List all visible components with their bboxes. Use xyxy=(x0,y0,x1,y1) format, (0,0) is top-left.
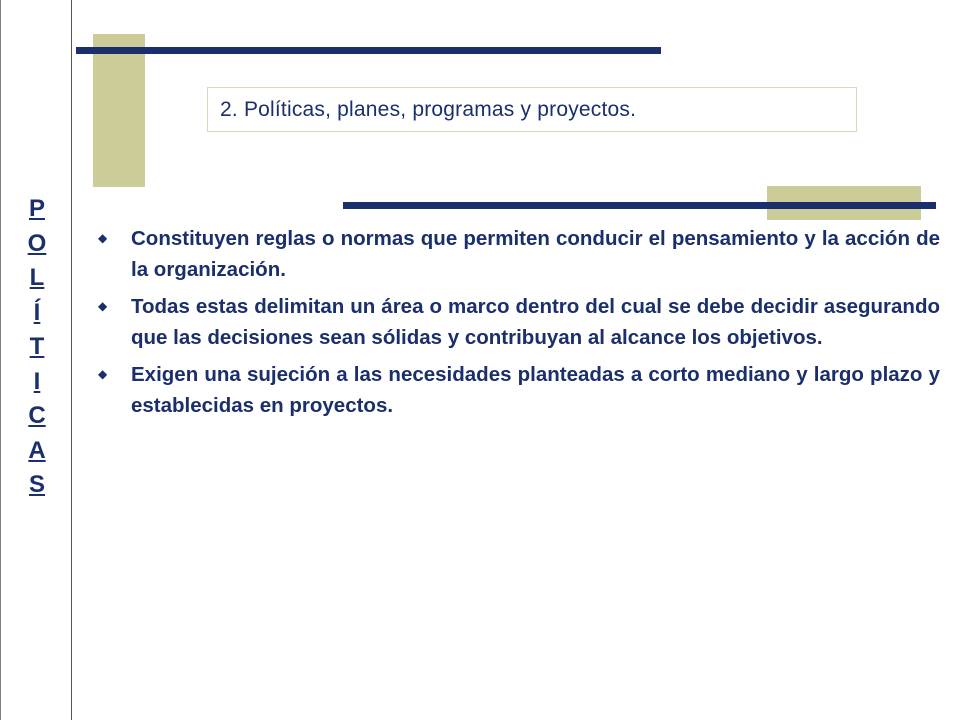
title-letter: O xyxy=(27,229,47,257)
bullet-text: Constituyen reglas o normas que permiten conducir el pensamiento y la acción de la organización. xyxy=(131,227,940,281)
slide-heading: 2. Políticas, planes, programas y proyectos. xyxy=(220,97,637,121)
bullet-text: Exigen una sujeción a las necesidades planteadas a corto mediano y largo plazo y establecidas en proyectos. xyxy=(131,363,940,417)
diamond-bullet-icon: ◆ xyxy=(98,231,108,245)
vertical-title xyxy=(1,192,73,503)
diamond-bullet-icon: ◆ xyxy=(98,299,108,313)
title-letter: T xyxy=(29,333,45,360)
olive-decor-block xyxy=(93,34,145,187)
navy-rule xyxy=(343,202,936,209)
title-letter: P xyxy=(28,195,45,222)
bullet-item xyxy=(98,224,940,285)
left-title-panel xyxy=(0,0,72,720)
title-letter: S xyxy=(28,471,45,498)
heading-box xyxy=(207,87,857,132)
diamond-bullet-icon: ◆ xyxy=(98,367,108,381)
navy-rule xyxy=(76,47,661,54)
bullet-text: Todas estas delimitan un área o marco dentro del cual se debe decidir asegurando que las decisiones sean sólidas y contribuyan al alcance los objetivos. xyxy=(131,295,940,349)
title-letter: C xyxy=(28,402,46,429)
bullet-list xyxy=(98,224,940,428)
bullet-item xyxy=(98,292,940,353)
bullet-item xyxy=(98,360,940,421)
title-letter: A xyxy=(28,436,46,464)
title-letter: L xyxy=(29,264,45,291)
title-letter: Í xyxy=(33,298,41,326)
title-letter: I xyxy=(33,367,41,395)
